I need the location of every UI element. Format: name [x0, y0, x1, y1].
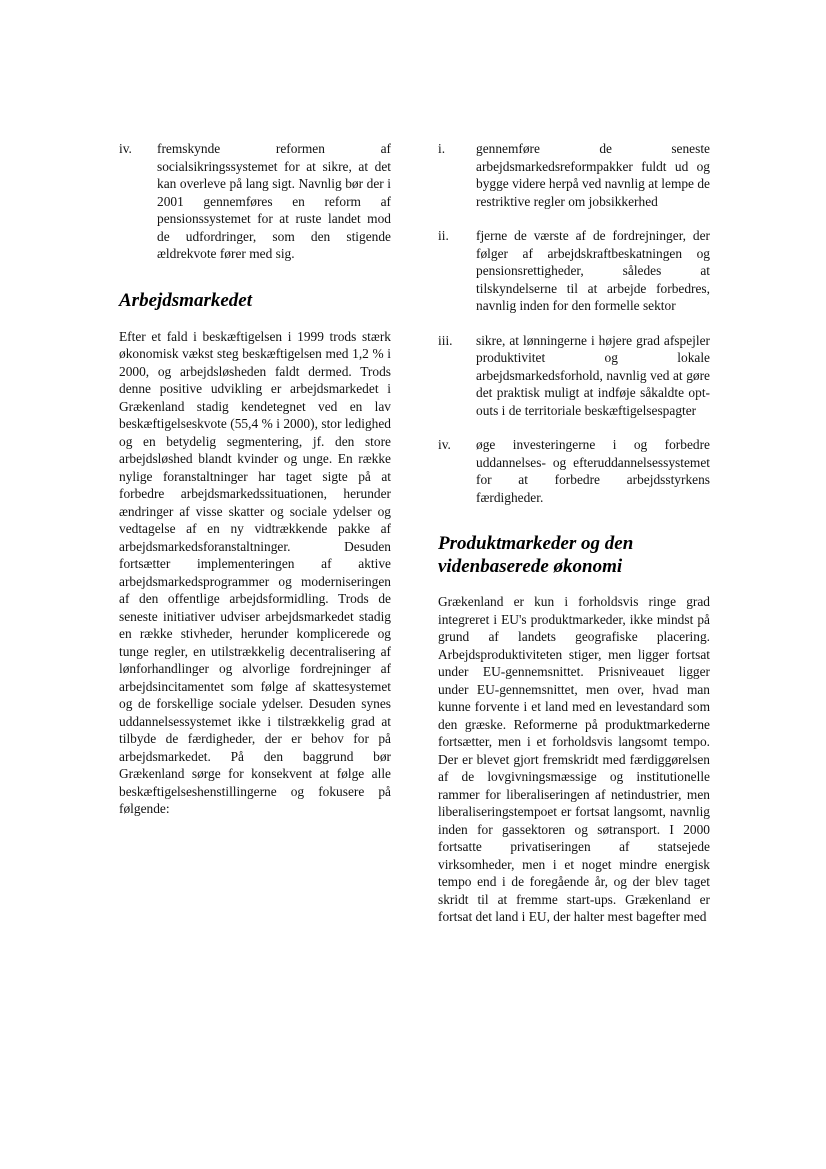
list-item-number: ii.: [438, 228, 449, 243]
body-paragraph: Efter et fald i beskæftigelsen i 1999 trods stærk økonomisk vækst steg beskæftigelsen med 1,2 % i 2000, og arbejdsløsheden faldt dermed. Trods denne positive udvikling er arbejdsmarkedet i Grækenland stadig kendetegnet ved en lav beskæftigelseskvote (55,4 % i 2000), stor ledighed og en betydelig segmentering, jf. den store arbejdsløshed blandt kvinder og unge. En række nylige foranstaltninger har taget sigte på at forbedre arbejdsmarkedssituationen, herunder ændringer af visse skatter og sociale ydelser og vedtagelse af en ny vidtrækkende pakke af arbejdsmarkedsforanstaltninger. Desuden fortsætter implementeringen af aktive arbejdsmarkedsprogrammer og moderniseringen af den offentlige arbejdsformidling. Trods de seneste initiativer udviser arbejdsmarkedet stadig en række stivheder, herunder komplicerede og tunge regler, en utilstrækkelig decentralisering af lønforhandlinger og alvorlige fordrejninger af arbejdsincitamentet som følge af skattesystemet og de forskellige sociale ydelser. Desuden synes uddannelsessystemet ikke i tilstrækkelig grad at tilbyde de færdigheder, der er behov for på arbejdsmarkedet. På den baggrund bør Grækenland sørge for konsekvent at følge alle beskæftigelseshenstillingerne og fokusere på følgende:: [119, 328, 391, 816]
list-item: [438, 436, 710, 506]
list-item-number: iv.: [119, 141, 132, 156]
list-item: [119, 140, 391, 263]
section-heading-produktmarkeder: Produktmarkeder og den videnbaserede økonomi: [438, 533, 634, 577]
list-item: [438, 332, 710, 420]
list-item-text: øge investeringerne i og forbedre uddannelses- og efteruddannelsessystemet for at forbedre arbejdsstyrkens færdigheder.: [476, 437, 710, 505]
list-item-number: i.: [438, 141, 446, 156]
list-item-text: fremskynde reformen af socialsikringssystemet for at sikre, at det kan overleve på lang sigt. Navnlig bør der i 2001 gennemføres en reform af pensionssystemet for at ruste landet mod de udfordringer, som den stigende ældrekvote fører med sig.: [157, 141, 391, 261]
list-item-number: iv.: [438, 437, 451, 452]
list-item-number: iii.: [438, 332, 453, 348]
section-heading-arbejdsmarkedet: Arbejdsmarkedet: [119, 289, 252, 311]
list-item-text: gennemføre de seneste arbejdsmarkedsreformpakker fuldt ud og bygge videre herpå ved navnlig at lempe de restriktive regler om jobsikkerhed: [476, 141, 710, 209]
body-paragraph: Grækenland er kun i forholdsvis ringe grad integreret i EU's produktmarkeder, ikke mindst på grund af landets geografiske placering. Arbejdsproduktiviteten stiger, men ligger fortsat under EU-gennemsnittet. Prisniveauet ligger under EU-gennemsnittet, men over, hvad man kunne forvente i et land med en levestandard som den græske. Reformerne på produktmarkederne fortsætter, men i et forholdsvis langsomt tempo. Der er blevet gjort fremskridt med færdiggørelsen af de lovgivningsmæssige og institutionelle rammer for liberaliseringen af netindustrier, men liberaliseringstempoet er fortsat langsomt, navnlig inden for gassektoren og søtransport. I 2000 fortsatte privatiseringen af statsejede virksomheder, men i et noget mindre energisk tempo end i de foregående år, og der blev taget skridt til at fremme start-ups. Grækenland er fortsat det land i EU, der halter mest bagefter med: [438, 594, 710, 924]
list-item-text: fjerne de værste af de fordrejninger, der følger af arbejdskraftbeskatningen og pensionsrettigheder, således at tilskyndelserne til at arbejde forbedres, navnlig inden for den formelle sektor: [476, 228, 710, 313]
list-item: [438, 140, 710, 210]
list-item-text: sikre, at lønningerne i højere grad afspejler produktivitet og lokale arbejdsmarkedsforhold, navnlig ved at gøre det praktisk muligt at indføje såkaldte opt-outs i de territoriale beskæftigelsespagter: [476, 332, 710, 418]
list-item: [438, 227, 710, 315]
left-column: [119, 140, 391, 818]
right-column: [438, 140, 710, 926]
